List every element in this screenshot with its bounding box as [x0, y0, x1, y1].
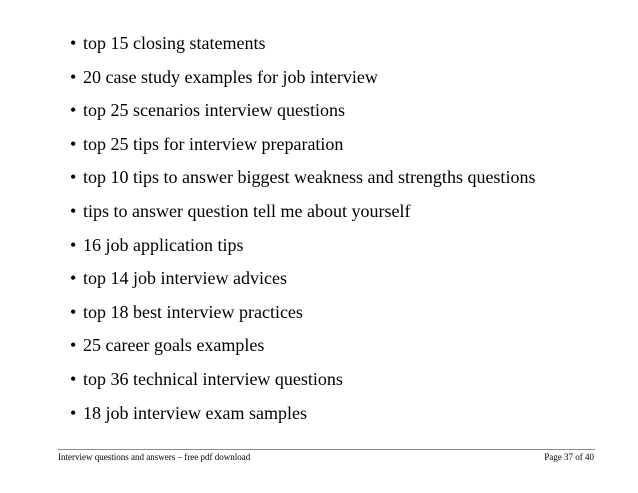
- list-item: [70, 332, 535, 366]
- bullet-mark: •: [70, 368, 77, 389]
- list-item-text: top 14 job interview advices: [83, 268, 287, 289]
- bullet-mark: •: [70, 66, 77, 87]
- list-item: [70, 400, 535, 434]
- list-item: [70, 366, 535, 400]
- list-item-text: 25 career goals examples: [83, 335, 265, 356]
- list-item-text: top 36 technical interview questions: [83, 368, 343, 389]
- list-item-text: tips to answer question tell me about yourself: [83, 200, 411, 221]
- list-item-text: 16 job application tips: [83, 234, 244, 255]
- bullet-mark: •: [70, 268, 77, 289]
- bullet-mark: •: [70, 402, 77, 423]
- list-item-text: 20 case study examples for job interview: [83, 66, 378, 87]
- list-item: [70, 131, 535, 165]
- list-item: [70, 299, 535, 333]
- list-item: [70, 64, 535, 98]
- bullet-mark: •: [70, 33, 77, 53]
- list-item-text: 18 job interview exam samples: [83, 402, 307, 423]
- page-number: Page 37 of 40: [544, 452, 594, 462]
- bullet-mark: •: [70, 100, 77, 121]
- bullet-mark: •: [70, 335, 77, 356]
- list-item-text: top 25 scenarios interview questions: [83, 100, 345, 121]
- list-item: [70, 232, 535, 266]
- footer-divider: [58, 449, 595, 450]
- list-item: [70, 164, 535, 198]
- bullet-list: [70, 30, 535, 433]
- list-item: [70, 97, 535, 131]
- list-item: [70, 198, 535, 232]
- list-item-text: top 18 best interview practices: [83, 301, 303, 322]
- list-item: [70, 30, 535, 64]
- list-item: [70, 265, 535, 299]
- list-item-text: top 25 tips for interview preparation: [83, 133, 344, 154]
- footer-title: Interview questions and answers – free pdf download: [58, 452, 251, 462]
- list-item-text: top 15 closing statements: [83, 33, 266, 53]
- bullet-mark: •: [70, 133, 77, 154]
- bullet-mark: •: [70, 200, 77, 221]
- bullet-mark: •: [70, 301, 77, 322]
- list-item-text: top 10 tips to answer biggest weakness and strengths questions: [83, 167, 536, 188]
- bullet-mark: •: [70, 167, 77, 188]
- bullet-mark: •: [70, 234, 77, 255]
